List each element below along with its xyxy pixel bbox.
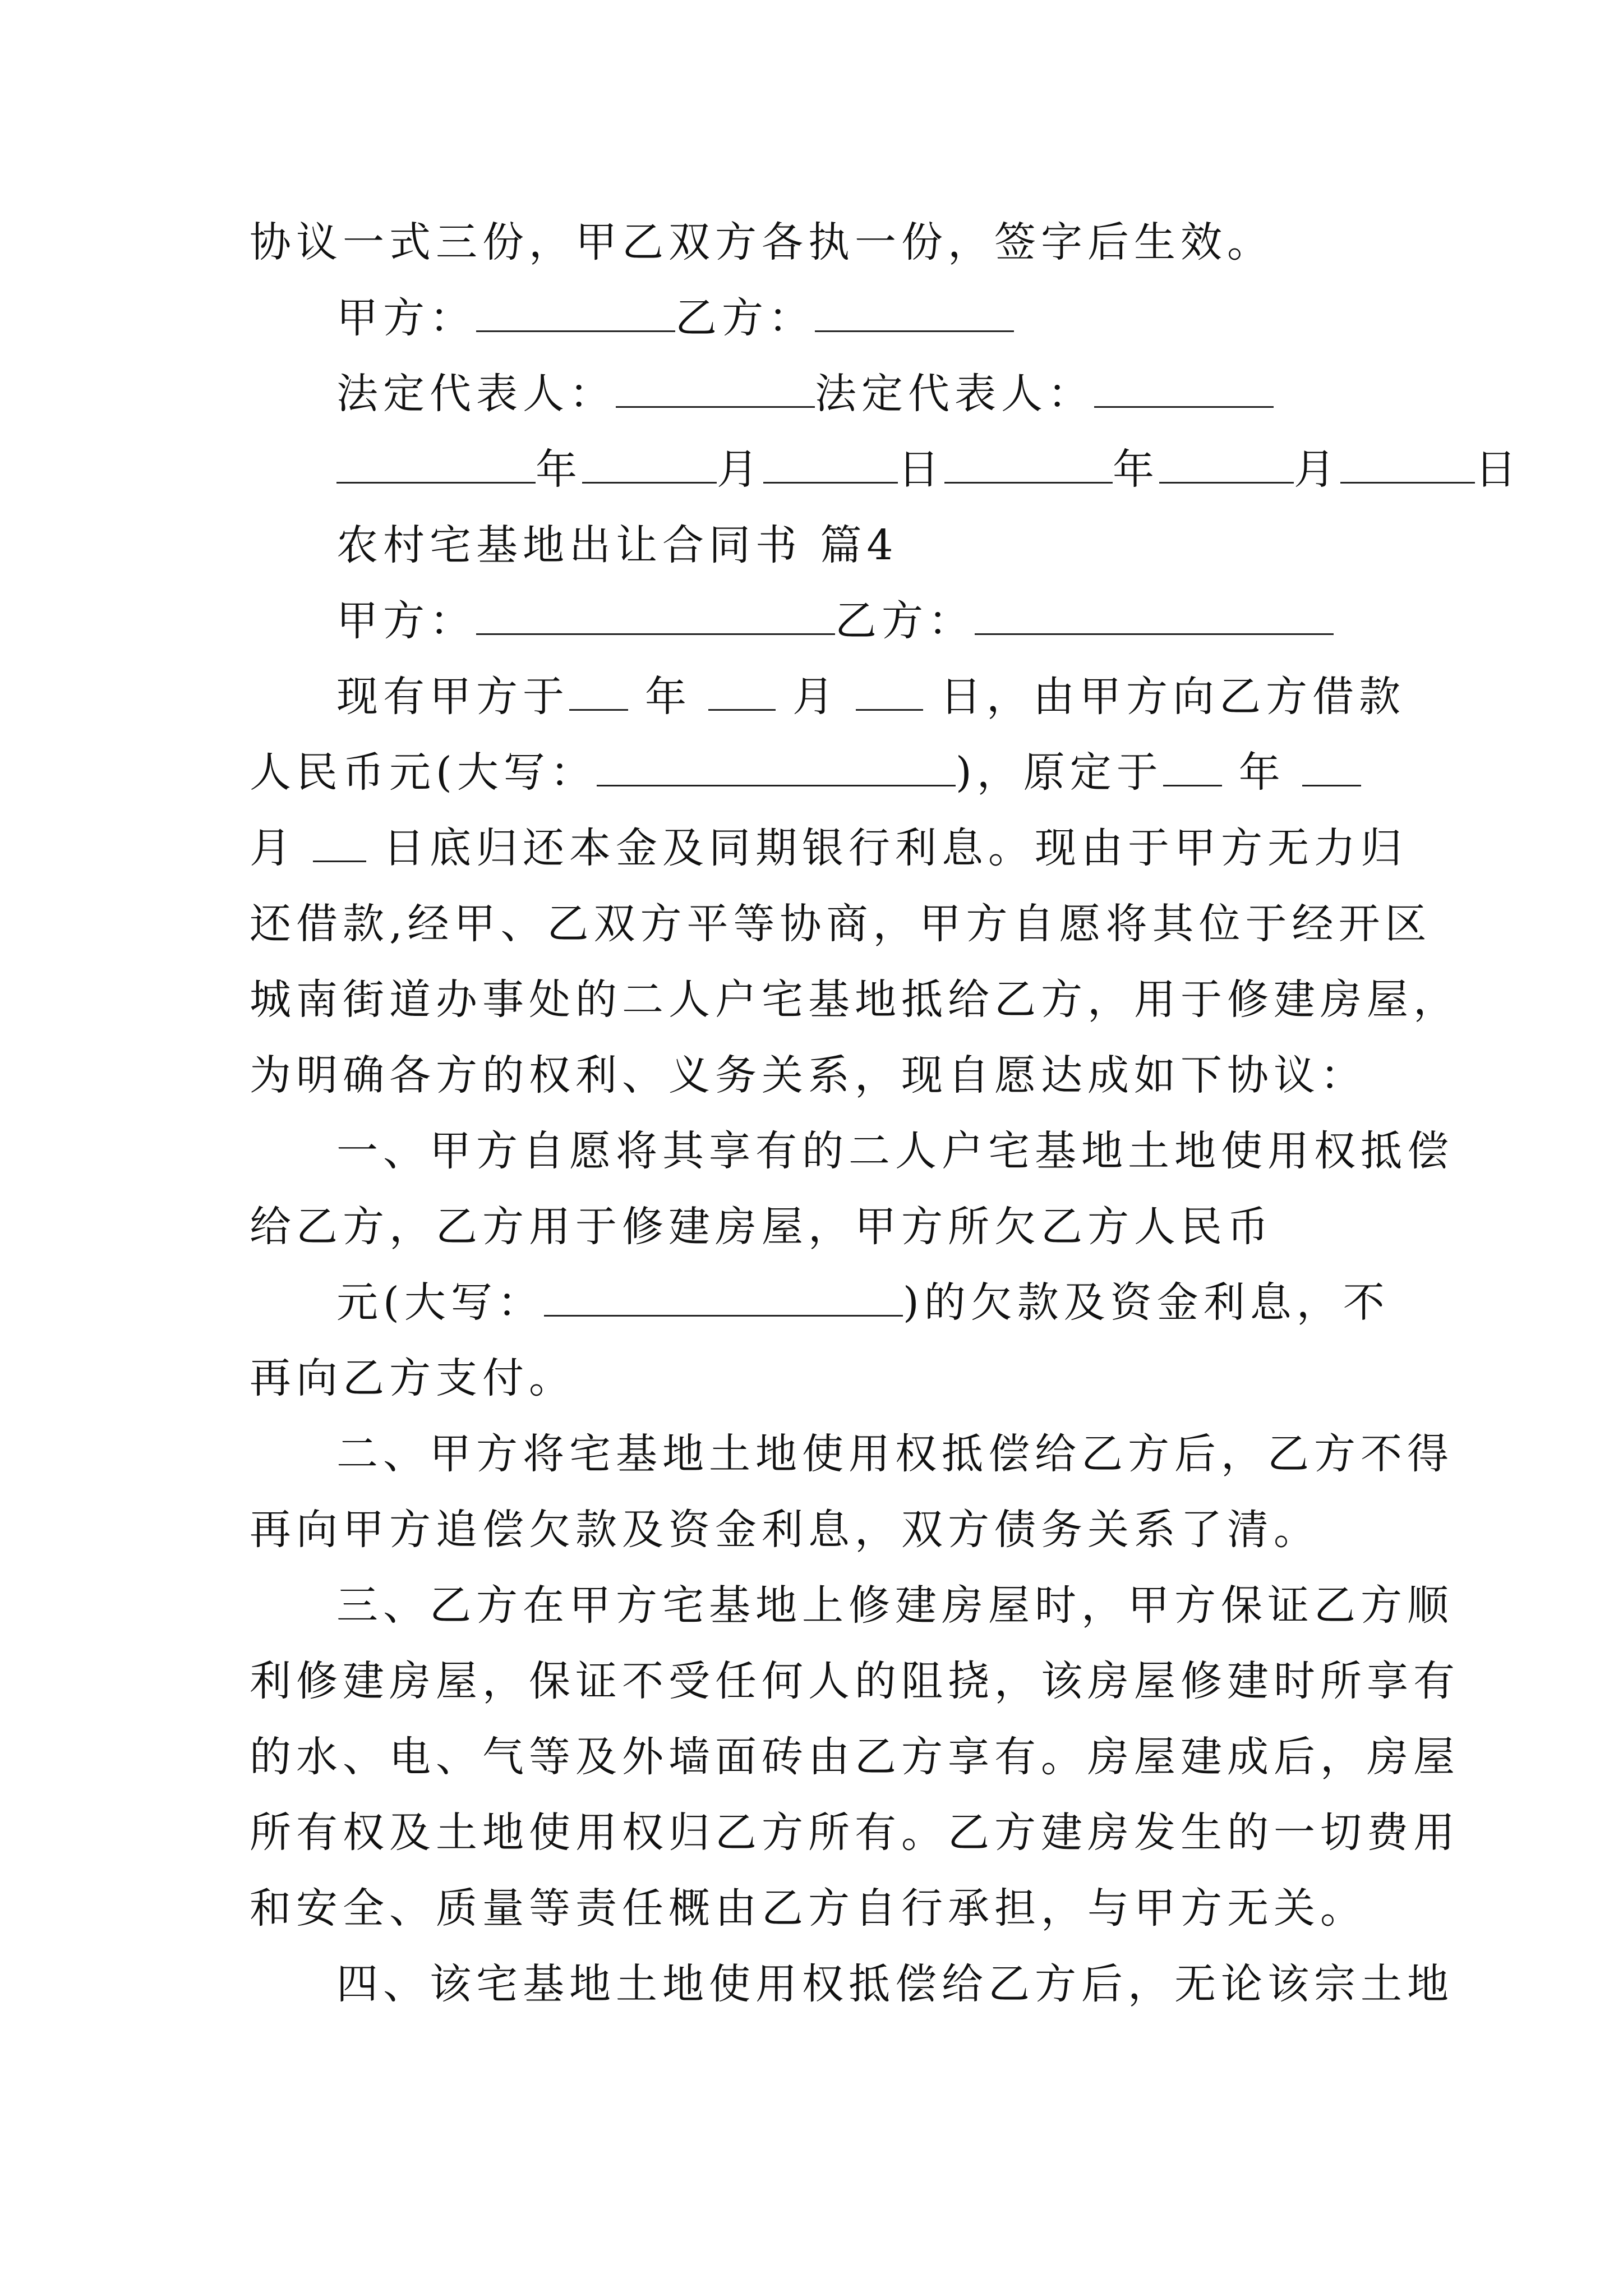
- month-label: 月: [717, 445, 763, 494]
- text: 利修建房屋，保证不受任何人的阻挠，该房屋修建时所享有: [250, 1657, 1460, 1705]
- text-line: [336, 1430, 1454, 1478]
- text: 城南街道办事处的二人户宅基地抵给乙方，用于修建房屋，: [250, 976, 1460, 1024]
- text: 二、甲方将宅基地土地使用权抵偿给乙方后，乙方不得: [336, 1430, 1454, 1478]
- text: 所有权及土地使用权归乙方所有。乙方建房发生的一切费用: [250, 1809, 1460, 1857]
- text: 现有甲方于: [336, 673, 569, 721]
- text: 日底归还本金及同期银行利息。现由于甲方无力归: [383, 824, 1407, 872]
- text-line: [250, 1051, 1367, 1099]
- blank-field[interactable]: [1159, 453, 1294, 484]
- legal-rep-b-label: 法定代表人：: [815, 370, 1094, 418]
- text-line: [336, 1960, 1454, 2008]
- legal-rep-a-label: 法定代表人：: [336, 370, 616, 418]
- day-label: 日: [1475, 445, 1521, 494]
- blank-field[interactable]: [544, 1286, 903, 1317]
- text: 人民币元(大写：: [250, 748, 597, 797]
- text: 和安全、质量等责任概由乙方自行承担，与甲方无关。: [250, 1884, 1367, 1932]
- text-line: [250, 1733, 1460, 1781]
- section-heading: [336, 521, 898, 569]
- text-line: [336, 1127, 1454, 1175]
- blank-field[interactable]: [582, 453, 717, 484]
- year-label: 年: [1113, 445, 1159, 494]
- text: 四、该宅基地土地使用权抵偿给乙方后，无论该宗土地: [336, 1960, 1454, 2008]
- blank-field[interactable]: [597, 756, 956, 786]
- month-label: 月: [1294, 445, 1340, 494]
- blank-field[interactable]: [1340, 453, 1475, 484]
- text: 月: [792, 673, 839, 721]
- text: 的水、电、气等及外墙面砖由乙方享有。房屋建成后，房屋: [250, 1733, 1460, 1781]
- party-b-label: 乙方：: [835, 597, 975, 645]
- blank-field[interactable]: [1302, 756, 1361, 786]
- blank-field[interactable]: [975, 604, 1334, 635]
- day-label: 日: [898, 445, 944, 494]
- text: 月: [250, 824, 296, 872]
- text-line: [250, 1657, 1460, 1705]
- blank-field[interactable]: [856, 680, 923, 711]
- text: 三、乙方在甲方宅基地上修建房屋时，甲方保证乙方顺: [336, 1581, 1454, 1630]
- text-line: [250, 1203, 1274, 1251]
- signature-line-representatives: [336, 370, 1274, 418]
- text: 元(大写：: [336, 1278, 544, 1327]
- text-line: [250, 1354, 575, 1402]
- blank-field[interactable]: [569, 680, 628, 711]
- text: 协议一式三份，甲乙双方各执一份，签字后生效。: [250, 218, 1274, 266]
- signature-line-parties: [336, 294, 1014, 342]
- blank-field[interactable]: [476, 301, 675, 332]
- text: 日，由甲方向乙方借款: [940, 673, 1405, 721]
- text: )的欠款及资金利息，不: [902, 1278, 1390, 1327]
- blank-field[interactable]: [476, 604, 835, 635]
- text-line: [250, 976, 1460, 1024]
- parties-line: [336, 597, 1334, 645]
- text-line: [250, 1809, 1460, 1857]
- blank-field[interactable]: [616, 377, 815, 408]
- text-line: [250, 900, 1432, 948]
- party-a-label: 甲方：: [336, 294, 476, 342]
- blank-field[interactable]: [708, 680, 776, 711]
- party-a-label: 甲方：: [336, 597, 476, 645]
- text: 一、甲方自愿将其享有的二人户宅基地土地使用权抵偿: [336, 1127, 1454, 1175]
- text-line: [250, 1884, 1367, 1932]
- text: 还借款,经甲、乙双方平等协商，甲方自愿将其位于经开区: [250, 900, 1432, 948]
- text-line: [336, 673, 1405, 721]
- party-b-label: 乙方：: [675, 294, 815, 342]
- text: 再向甲方追偿欠款及资金利息，双方债务关系了清。: [250, 1506, 1320, 1554]
- text: 为明确各方的权利、义务关系，现自愿达成如下协议：: [250, 1051, 1367, 1099]
- text: 年: [1238, 748, 1285, 797]
- text: 给乙方，乙方用于修建房屋，甲方所欠乙方人民币: [250, 1203, 1274, 1251]
- text-line: [336, 1581, 1454, 1630]
- text: 年: [645, 673, 691, 721]
- blank-field[interactable]: [313, 831, 366, 862]
- blank-field[interactable]: [815, 301, 1014, 332]
- signature-line-dates: [336, 445, 1521, 494]
- text-line: [250, 824, 1407, 872]
- text-line: [250, 1506, 1320, 1554]
- blank-field[interactable]: [1094, 377, 1274, 408]
- blank-field[interactable]: [1163, 756, 1222, 786]
- blank-field[interactable]: [763, 453, 898, 484]
- text-line: [336, 1278, 1390, 1327]
- text: 再向乙方支付。: [250, 1354, 575, 1402]
- blank-field[interactable]: [336, 453, 536, 484]
- year-label: 年: [536, 445, 582, 494]
- text: )，原定于: [955, 748, 1163, 797]
- heading-text: 农村宅基地出让合同书 篇4: [336, 521, 898, 569]
- blank-field[interactable]: [944, 453, 1113, 484]
- text-line: [250, 748, 1361, 797]
- text-line: [250, 218, 1274, 266]
